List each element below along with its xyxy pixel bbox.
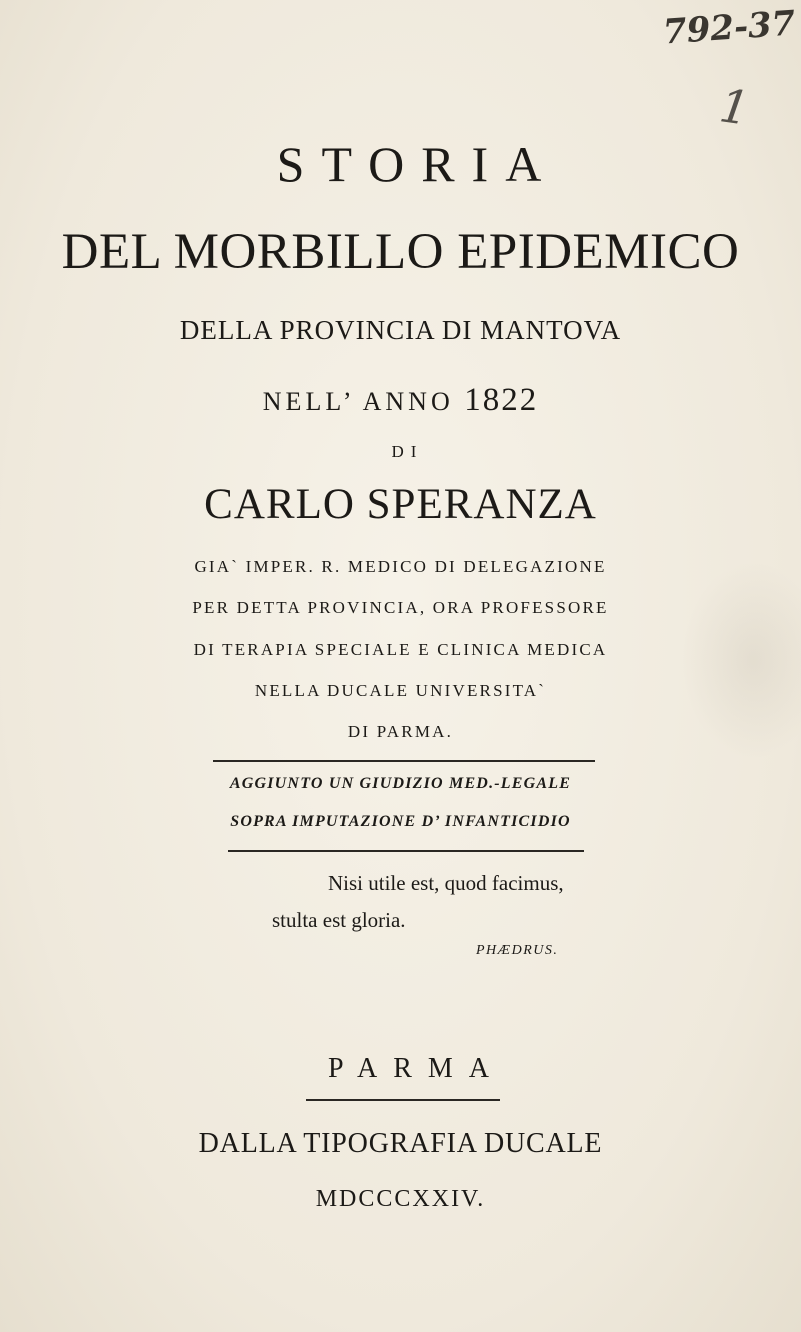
handwritten-shelfmark: 792-37	[661, 3, 797, 53]
divider-rule	[306, 1099, 500, 1101]
pencil-annotation: 1	[716, 78, 753, 136]
title-line-year	[0, 382, 801, 419]
title-line-storia: STORIA	[276, 136, 559, 192]
year-prefix: NELL’ ANNO	[262, 387, 454, 416]
supplement-line: SOPRA IMPUTAZIONE D’ INFANTICIDIO	[230, 813, 571, 830]
author-name: CARLO SPERANZA	[204, 481, 597, 528]
author-credential-line: DI TERAPIA SPECIALE E CLINICA MEDICA	[193, 640, 608, 659]
divider-rule	[228, 850, 584, 852]
author-credential-line: DI PARMA.	[347, 722, 454, 741]
supplement-line: AGGIUNTO UN GIUDIZIO MED.-LEGALE	[229, 775, 572, 792]
divider-rule	[213, 760, 595, 762]
epigraph-attribution: PHÆDRUS.	[476, 943, 559, 958]
epigraph-line: stulta est gloria.	[272, 908, 406, 932]
title-line-morbillo: DEL MORBILLO EPIDEMICO	[61, 224, 740, 280]
imprint-year: MDCCCXXIV.	[315, 1186, 486, 1212]
by-label: DI	[391, 442, 424, 461]
imprint-printer: DALLA TIPOGRAFIA DUCALE	[198, 1128, 603, 1159]
imprint-city: PARMA	[327, 1053, 505, 1084]
year-number: 1822	[464, 382, 539, 418]
author-credential-line: GIA` IMPER. R. MEDICO DI DELEGAZIONE	[194, 557, 607, 576]
title-line-provincia: DELLA PROVINCIA DI MANTOVA	[179, 315, 622, 345]
epigraph-line: Nisi utile est, quod facimus,	[328, 871, 564, 895]
author-credential-line: NELLA DUCALE UNIVERSITA`	[254, 681, 547, 700]
author-credential-line: PER DETTA PROVINCIA, ORA PROFESSORE	[192, 598, 609, 617]
